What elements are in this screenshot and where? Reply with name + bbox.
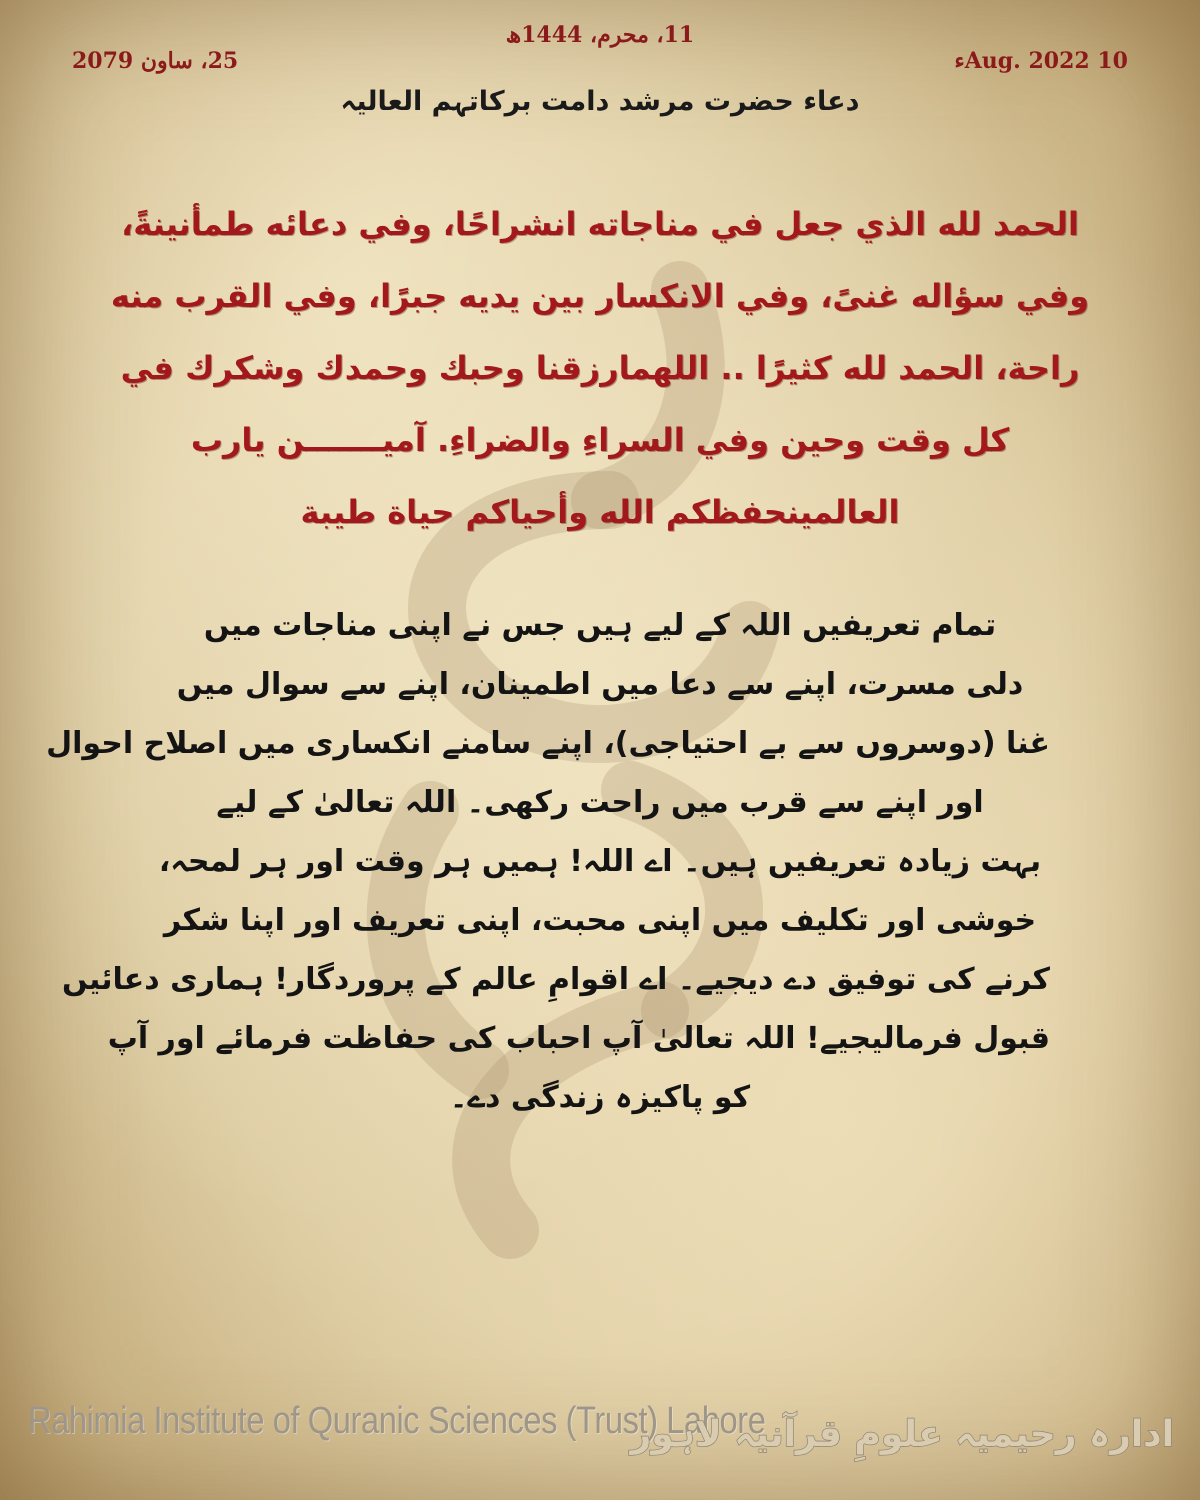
institute-name-urdu: ادارہ رحیمیہ علومِ قرآنیہ لاہور [630,1414,1174,1455]
prayer-title: دعاء حضرت مرشد دامت برکاتہم العالیہ [340,86,860,117]
arabic-prayer-text: الحمد لله الذي جعل في مناجاته انشراحًا، وفي دعائه طمأنينةً، وفي سؤاله غنىً، وفي الانكسار بين يديه جبرًا، وفي القرب منه راحة، الحمد لله كثيرًا .. اللهمارزقنا وحبك وحمدك وشكرك في كل وقت وحين وفي السراءِ والضراءِ. آميـــــــن يارب العالمينحفظكم الله وأحياكم حياة طيبة [110,205,1090,531]
gregorian-date: 10 Aug. 2022ء [954,48,1128,74]
translation-line: بہت زیادہ تعریفیں ہیں۔ اے اللہ! ہمیں ہر وقت اور ہر لمحہ، [158,844,1042,879]
translation-line: خوشی اور تکلیف میں اپنی محبت، اپنی تعریف اور اپنا شکر [163,903,1037,938]
hijri-date: 11، محرم، 1444ھ [505,22,695,48]
translation-line: غنا (دوسروں سے بے احتیاجی)، اپنے سامنے انکساری میں اصلاح احوال [46,726,1050,761]
institute-name-english: Rahimia Institute of Quranic Sciences (Trust) Lahore [28,1400,766,1442]
bikrami-date: 25، ساون 2079 [72,48,239,74]
translation-line: دلی مسرت، اپنے سے دعا میں اطمینان، اپنے سے سوال میں [176,667,1024,702]
footer [0,1396,1200,1476]
translation-line: قبول فرمالیجیے! اللہ تعالیٰ آپ احباب کی حفاظت فرمائے اور آپ [107,1021,1050,1056]
urdu-translation [46,596,1050,1127]
translation-line: کرنے کی توفیق دے دیجیے۔ اے اقوامِ عالم کے پروردگار! ہماری دعائیں [61,962,1050,997]
institute-calligraphy-logo [630,1396,1182,1464]
translation-line: تمام تعریفیں اللہ کے لیے ہیں جس نے اپنی مناجات میں [203,608,997,643]
translation-line: کو پاکیزہ زندگی دے۔ [449,1080,751,1115]
translation-line: اور اپنے سے قرب میں راحت رکھی۔ اللہ تعالیٰ کے لیے [216,785,984,820]
